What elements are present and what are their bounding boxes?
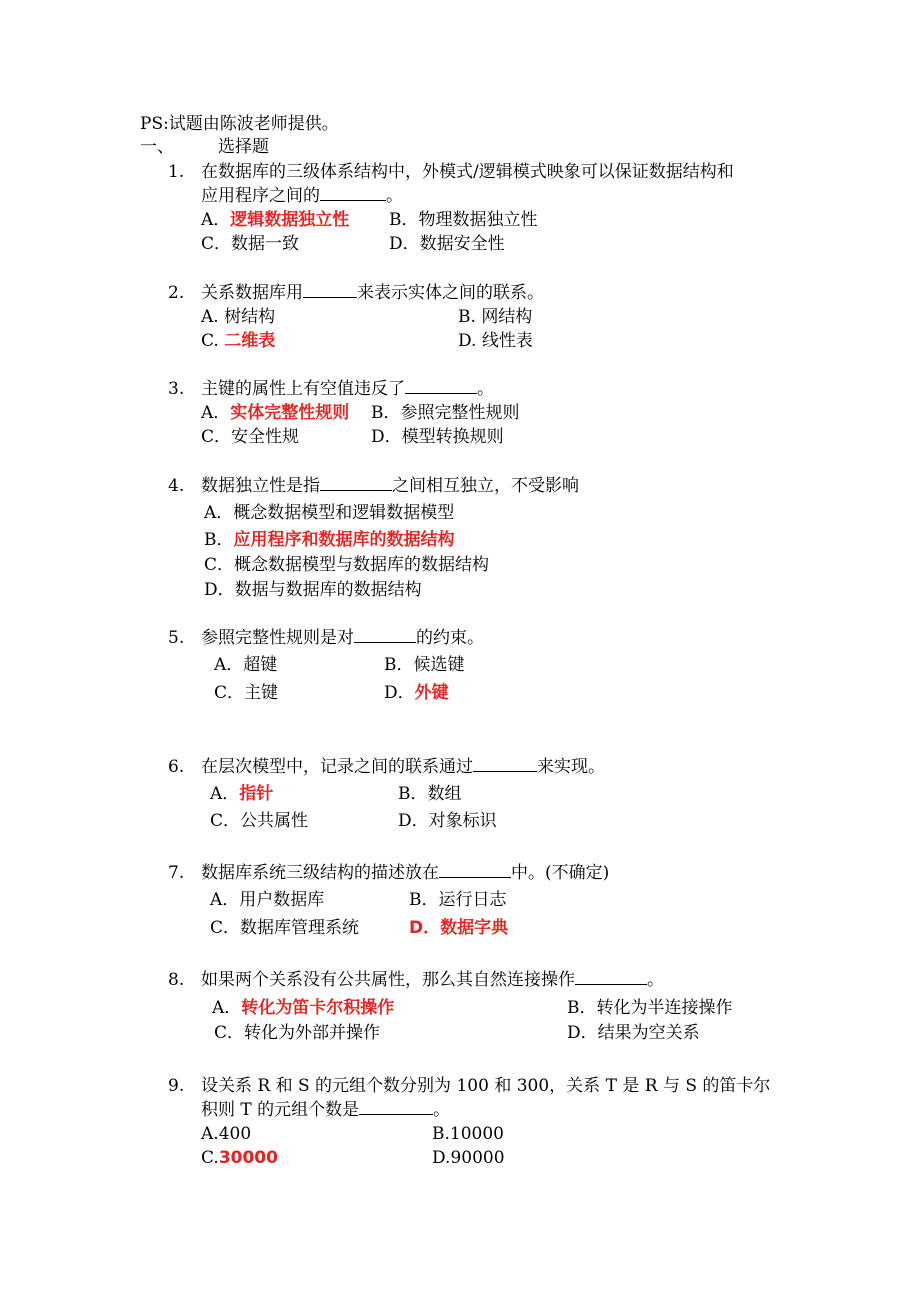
option-c: C．数据库管理系统 <box>210 918 360 938</box>
option-c: C．数据一致 <box>201 234 300 254</box>
option-b: B．物理数据独立性 <box>389 210 538 230</box>
option-d: D．外键 <box>384 683 449 703</box>
option-c: C．安全性规 <box>201 427 300 447</box>
correct-answer: 外键 <box>414 683 449 703</box>
question-number: 2. <box>168 283 185 303</box>
option-d: D．模型转换规则 <box>371 427 504 447</box>
option-a: A. 树结构 <box>201 307 276 327</box>
correct-answer: 应用程序和数据库的数据结构 <box>233 530 455 550</box>
option-d: D．数据安全性 <box>389 234 505 254</box>
option-c: C．转化为外部并操作 <box>214 1023 381 1043</box>
section-number: 一、 <box>140 137 174 157</box>
option-d: D. 线性表 <box>458 331 533 351</box>
correct-answer: 二维表 <box>224 331 276 351</box>
option-a: A．逻辑数据独立性 <box>201 210 350 230</box>
question-number: 9. <box>168 1076 185 1096</box>
question-stem: 设关系 R 和 S 的元组个数分别为 100 和 300，关系 T 是 R 与 S 的笛卡尔 <box>201 1076 771 1096</box>
option-a: A．超键 <box>214 655 278 675</box>
correct-answer: 逻辑数据独立性 <box>230 210 350 230</box>
question-number: 3. <box>168 379 185 399</box>
question-stem-line2: 积则 T 的元组个数是 。 <box>201 1100 451 1120</box>
option-d: D．对象标识 <box>398 811 497 831</box>
option-c: C．主键 <box>214 683 279 703</box>
option-b: B．数组 <box>398 784 462 804</box>
correct-answer: 数据字典 <box>440 918 509 938</box>
section-title: 选择题 <box>218 137 269 157</box>
author-note: PS:试题由陈波老师提供。 <box>140 114 339 134</box>
option-a: A．转化为笛卡尔积操作 <box>212 998 395 1018</box>
option-d: D．数据与数据库的数据结构 <box>204 580 422 600</box>
option-c: C．公共属性 <box>210 811 309 831</box>
question-number: 5. <box>168 628 185 648</box>
question-stem: 数据独立性是指 之间相互独立，不受影响 <box>201 476 579 496</box>
option-b: B. 网结构 <box>458 307 533 327</box>
question-stem: 关系数据库用 来表示实体之间的联系。 <box>201 283 544 303</box>
option-d: D.90000 <box>432 1148 505 1168</box>
correct-answer: 实体完整性规则 <box>230 403 350 423</box>
question-stem: 如果两个关系没有公共属性，那么其自然连接操作 。 <box>201 970 664 990</box>
option-b: B．参照完整性规则 <box>371 403 520 423</box>
question-number: 4. <box>168 476 185 496</box>
question-stem: 参照完整性规则是对 的约束。 <box>201 628 484 648</box>
option-b: B．候选键 <box>384 655 465 675</box>
question-stem: 在层次模型中，记录之间的联系通过 来实现。 <box>201 757 605 777</box>
option-c: C. 二维表 <box>201 331 276 351</box>
correct-answer: 指针 <box>239 784 274 804</box>
option-b: B．运行日志 <box>409 890 507 910</box>
option-a: A．指针 <box>210 784 274 804</box>
option-b: B.10000 <box>432 1124 504 1144</box>
question-stem: 数据库系统三级结构的描述放在 中。(不确定) <box>201 863 610 883</box>
question-stem: 主键的属性上有空值违反了 。 <box>201 379 494 399</box>
option-b: B．转化为半连接操作 <box>567 998 733 1018</box>
option-d: D．结果为空关系 <box>567 1023 700 1043</box>
option-a: A．实体完整性规则 <box>201 403 350 423</box>
option-a: A.400 <box>201 1124 252 1144</box>
correct-answer: 转化为笛卡尔积操作 <box>241 998 395 1018</box>
option-d: D．数据字典 <box>409 918 509 938</box>
question-number: 7. <box>168 863 185 883</box>
question-number: 8. <box>168 970 185 990</box>
question-number: 6. <box>168 757 185 777</box>
option-b: B．应用程序和数据库的数据结构 <box>204 530 455 550</box>
option-a: A．用户数据库 <box>210 890 325 910</box>
option-a: A．概念数据模型和逻辑数据模型 <box>204 503 455 523</box>
question-stem-line2: 应用程序之间的 。 <box>201 186 403 206</box>
correct-answer: 30000 <box>218 1148 278 1168</box>
option-c: C．概念数据模型与数据库的数据结构 <box>204 555 490 575</box>
option-c: C.30000 <box>201 1148 278 1168</box>
question-number: 1. <box>168 162 185 182</box>
question-stem: 在数据库的三级体系结构中，外模式/逻辑模式映象可以保证数据结构和 <box>201 162 734 182</box>
